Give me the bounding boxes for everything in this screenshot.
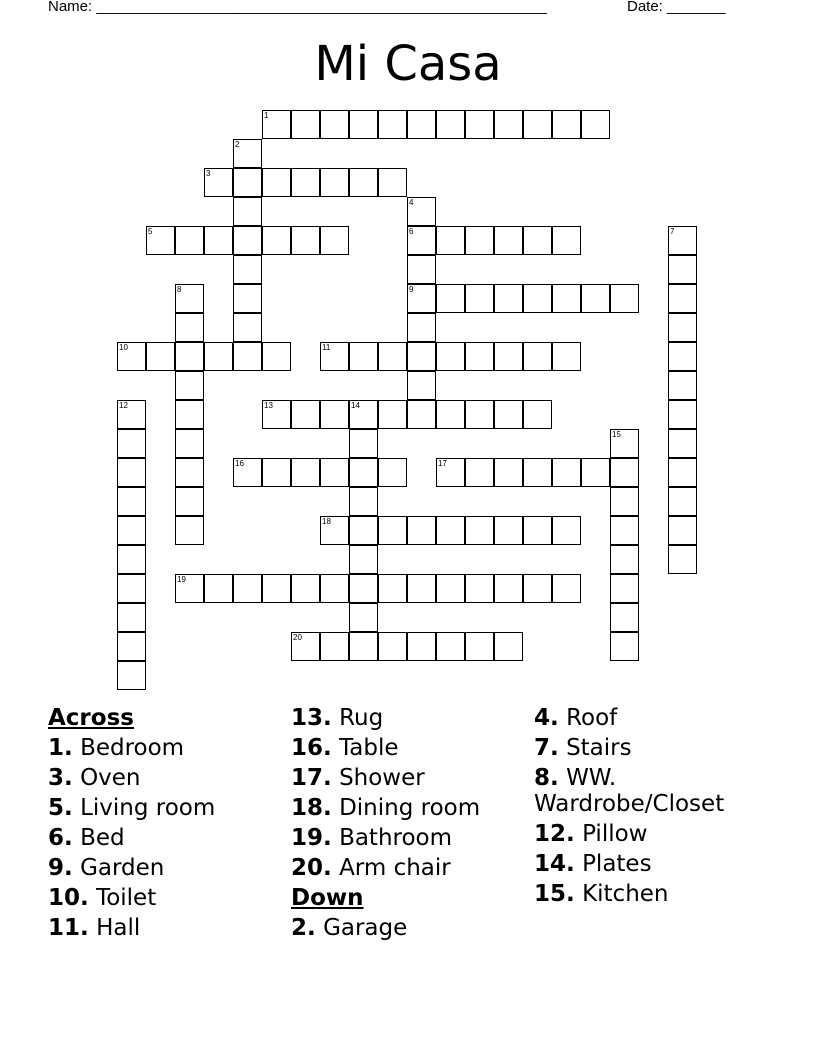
clue-across-20 bbox=[291, 853, 480, 883]
clue-across-11 bbox=[48, 913, 215, 943]
clue-text: Bed bbox=[80, 825, 125, 851]
crossword-cell[interactable] bbox=[175, 487, 204, 516]
crossword-cell[interactable] bbox=[523, 574, 552, 603]
clue-number-label: 14 bbox=[351, 401, 360, 410]
crossword-cell[interactable] bbox=[436, 284, 465, 313]
crossword-cell[interactable] bbox=[349, 168, 378, 197]
crossword-cell[interactable] bbox=[407, 313, 436, 342]
clue-text: Arm chair bbox=[339, 855, 451, 881]
crossword-cell[interactable] bbox=[320, 226, 349, 255]
clue-down-15 bbox=[534, 879, 724, 909]
crossword-cell[interactable] bbox=[117, 487, 146, 516]
crossword-cell[interactable] bbox=[204, 574, 233, 603]
crossword-cell[interactable] bbox=[436, 400, 465, 429]
clue-number-label: 17 bbox=[438, 459, 447, 468]
crossword-cell[interactable] bbox=[436, 516, 465, 545]
crossword-cell[interactable] bbox=[465, 574, 494, 603]
crossword-cell[interactable] bbox=[523, 458, 552, 487]
clue-text: Garage bbox=[323, 915, 408, 941]
clue-across-9 bbox=[48, 853, 215, 883]
clue-number: 6. bbox=[48, 825, 73, 851]
crossword-cell[interactable] bbox=[233, 342, 262, 371]
crossword-cell[interactable] bbox=[175, 371, 204, 400]
crossword-cell[interactable] bbox=[465, 110, 494, 139]
clue-number: 16. bbox=[291, 735, 332, 761]
crossword-cell[interactable] bbox=[552, 284, 581, 313]
crossword-cell[interactable] bbox=[436, 342, 465, 371]
clue-across-3 bbox=[48, 763, 215, 793]
clue-number: 4. bbox=[534, 705, 559, 731]
crossword-cell[interactable] bbox=[175, 226, 204, 255]
crossword-cell[interactable] bbox=[175, 400, 204, 429]
clue-down-7 bbox=[534, 733, 724, 763]
crossword-cell[interactable] bbox=[407, 400, 436, 429]
clue-number-label: 10 bbox=[119, 343, 128, 352]
crossword-cell[interactable] bbox=[523, 400, 552, 429]
clue-number-label: 15 bbox=[612, 430, 621, 439]
crossword-cell[interactable] bbox=[668, 284, 697, 313]
crossword-cell[interactable] bbox=[378, 168, 407, 197]
crossword-cell[interactable] bbox=[378, 632, 407, 661]
crossword-cell[interactable] bbox=[117, 429, 146, 458]
clue-across-18 bbox=[291, 793, 480, 823]
crossword-cell[interactable] bbox=[552, 226, 581, 255]
crossword-cell[interactable] bbox=[407, 342, 436, 371]
clue-number-label: 12 bbox=[119, 401, 128, 410]
crossword-cell[interactable] bbox=[117, 516, 146, 545]
crossword-cell[interactable] bbox=[175, 313, 204, 342]
crossword-cell[interactable] bbox=[291, 574, 320, 603]
crossword-cell[interactable] bbox=[668, 255, 697, 284]
crossword-cell[interactable] bbox=[523, 226, 552, 255]
clue-text: Shower bbox=[339, 765, 425, 791]
crossword-cell[interactable] bbox=[407, 632, 436, 661]
clue-number-label: 18 bbox=[322, 517, 331, 526]
crossword-cell[interactable] bbox=[523, 110, 552, 139]
clue-number: 2. bbox=[291, 915, 316, 941]
clue-down-14 bbox=[534, 849, 724, 879]
clue-text: Living room bbox=[80, 795, 216, 821]
clue-number: 18. bbox=[291, 795, 332, 821]
crossword-cell[interactable] bbox=[668, 487, 697, 516]
crossword-cell[interactable] bbox=[668, 313, 697, 342]
clue-text: Oven bbox=[80, 765, 141, 791]
crossword-cell[interactable] bbox=[320, 400, 349, 429]
clue-across-1 bbox=[48, 733, 215, 763]
crossword-cell[interactable] bbox=[436, 226, 465, 255]
crossword-cell[interactable] bbox=[378, 574, 407, 603]
crossword-cell[interactable] bbox=[552, 342, 581, 371]
crossword-cell[interactable] bbox=[291, 110, 320, 139]
crossword-cell[interactable] bbox=[117, 545, 146, 574]
crossword-cell[interactable] bbox=[668, 545, 697, 574]
crossword-cell[interactable] bbox=[610, 632, 639, 661]
clues-column-2 bbox=[291, 703, 480, 943]
crossword-cell[interactable] bbox=[494, 342, 523, 371]
clue-number: 1. bbox=[48, 735, 73, 761]
clue-across-17 bbox=[291, 763, 480, 793]
clue-across-10 bbox=[48, 883, 215, 913]
down-heading: Down bbox=[291, 885, 364, 911]
clue-across-16 bbox=[291, 733, 480, 763]
crossword-cell[interactable] bbox=[349, 574, 378, 603]
crossword-cell[interactable] bbox=[175, 516, 204, 545]
crossword-cell[interactable] bbox=[610, 284, 639, 313]
crossword-cell[interactable] bbox=[262, 226, 291, 255]
crossword-cell[interactable] bbox=[610, 603, 639, 632]
crossword-cell[interactable] bbox=[320, 458, 349, 487]
crossword-cell[interactable] bbox=[291, 400, 320, 429]
crossword-cell[interactable] bbox=[407, 371, 436, 400]
crossword-cell[interactable] bbox=[436, 632, 465, 661]
crossword-cell[interactable] bbox=[436, 574, 465, 603]
crossword-cell[interactable] bbox=[233, 284, 262, 313]
clue-number: 8. bbox=[534, 765, 559, 791]
crossword-cell[interactable] bbox=[494, 226, 523, 255]
clue-number: 7. bbox=[534, 735, 559, 761]
crossword-cell[interactable] bbox=[610, 487, 639, 516]
crossword-cell[interactable] bbox=[233, 313, 262, 342]
crossword-cell[interactable] bbox=[233, 574, 262, 603]
crossword-cell[interactable] bbox=[436, 110, 465, 139]
clue-number-label: 2 bbox=[235, 140, 240, 149]
crossword-cell[interactable] bbox=[349, 516, 378, 545]
clue-text: Bathroom bbox=[339, 825, 453, 851]
crossword-cell[interactable] bbox=[349, 458, 378, 487]
clue-number: 11. bbox=[48, 915, 89, 941]
clue-text: WW. bbox=[566, 765, 617, 791]
crossword-cell[interactable] bbox=[494, 632, 523, 661]
clue-text: Garden bbox=[80, 855, 165, 881]
crossword-cell[interactable] bbox=[378, 516, 407, 545]
crossword-cell[interactable] bbox=[581, 110, 610, 139]
clue-text: Plates bbox=[582, 851, 652, 877]
name-field-label: Name: ______________________________________________________ bbox=[48, 0, 547, 15]
crossword-cell[interactable] bbox=[320, 632, 349, 661]
clue-across-13 bbox=[291, 703, 480, 733]
crossword-cell[interactable] bbox=[349, 632, 378, 661]
crossword-cell[interactable] bbox=[407, 574, 436, 603]
clue-across-6 bbox=[48, 823, 215, 853]
clue-number-label: 8 bbox=[177, 285, 182, 294]
clue-number-label: 11 bbox=[322, 343, 331, 352]
crossword-cell[interactable] bbox=[262, 168, 291, 197]
crossword-cell[interactable] bbox=[407, 255, 436, 284]
crossword-cell[interactable] bbox=[494, 400, 523, 429]
crossword-cell[interactable] bbox=[378, 458, 407, 487]
crossword-cell[interactable] bbox=[581, 458, 610, 487]
crossword-cell[interactable] bbox=[552, 110, 581, 139]
crossword-cell[interactable] bbox=[320, 168, 349, 197]
clue-number: 17. bbox=[291, 765, 332, 791]
crossword-cell[interactable] bbox=[668, 400, 697, 429]
across-heading: Across bbox=[48, 705, 134, 731]
clue-down-4 bbox=[534, 703, 724, 733]
crossword-cell[interactable] bbox=[465, 284, 494, 313]
clue-number: 13. bbox=[291, 705, 332, 731]
crossword-cell[interactable] bbox=[349, 342, 378, 371]
crossword-cell[interactable] bbox=[262, 574, 291, 603]
crossword-cell[interactable] bbox=[291, 168, 320, 197]
clues-column-3 bbox=[534, 703, 724, 909]
crossword-cell[interactable] bbox=[233, 168, 262, 197]
clue-number: 20. bbox=[291, 855, 332, 881]
crossword-cell[interactable] bbox=[233, 255, 262, 284]
crossword-cell[interactable] bbox=[233, 197, 262, 226]
crossword-cell[interactable] bbox=[407, 110, 436, 139]
crossword-cell[interactable] bbox=[552, 458, 581, 487]
crossword-cell[interactable] bbox=[117, 458, 146, 487]
crossword-cell[interactable] bbox=[552, 574, 581, 603]
crossword-cell[interactable] bbox=[204, 342, 233, 371]
clue-number-label: 13 bbox=[264, 401, 273, 410]
crossword-cell[interactable] bbox=[610, 545, 639, 574]
crossword-cell[interactable] bbox=[378, 110, 407, 139]
clue-text: Toilet bbox=[96, 885, 157, 911]
crossword-cell[interactable] bbox=[494, 574, 523, 603]
clue-number: 10. bbox=[48, 885, 89, 911]
clue-text: Kitchen bbox=[582, 881, 669, 907]
crossword-cell[interactable] bbox=[465, 516, 494, 545]
crossword-cell[interactable] bbox=[349, 110, 378, 139]
clue-number: 9. bbox=[48, 855, 73, 881]
clue-number-label: 20 bbox=[293, 633, 302, 642]
clue-down-12 bbox=[534, 819, 724, 849]
crossword-cell[interactable] bbox=[291, 226, 320, 255]
clue-number: 3. bbox=[48, 765, 73, 791]
clue-number-label: 4 bbox=[409, 198, 414, 207]
crossword-cell[interactable] bbox=[262, 458, 291, 487]
crossword-cell[interactable] bbox=[320, 110, 349, 139]
clue-text: Roof bbox=[566, 705, 618, 731]
crossword-cell[interactable] bbox=[610, 574, 639, 603]
clue-text: Table bbox=[339, 735, 399, 761]
page-title: Mi Casa bbox=[314, 36, 502, 92]
clue-number-label: 9 bbox=[409, 285, 414, 294]
crossword-cell[interactable] bbox=[465, 342, 494, 371]
clue-number-label: 7 bbox=[670, 227, 675, 236]
crossword-cell[interactable] bbox=[146, 342, 175, 371]
clue-number-label: 16 bbox=[235, 459, 244, 468]
crossword-cell[interactable] bbox=[233, 226, 262, 255]
crossword-cell[interactable] bbox=[349, 603, 378, 632]
date-field-label: Date: _______ bbox=[627, 0, 726, 15]
clue-down-8-continued bbox=[534, 789, 724, 819]
crossword-cell[interactable] bbox=[610, 458, 639, 487]
clue-number: 15. bbox=[534, 881, 575, 907]
clue-text: Bedroom bbox=[80, 735, 185, 761]
clue-text: Wardrobe/Closet bbox=[534, 791, 725, 817]
crossword-cell[interactable] bbox=[668, 516, 697, 545]
crossword-cell[interactable] bbox=[494, 284, 523, 313]
crossword-cell[interactable] bbox=[204, 226, 233, 255]
clue-number-label: 5 bbox=[148, 227, 153, 236]
clue-across-5 bbox=[48, 793, 215, 823]
clues-column-1 bbox=[48, 703, 215, 943]
clue-number: 5. bbox=[48, 795, 73, 821]
crossword-cell[interactable] bbox=[668, 371, 697, 400]
crossword-cell[interactable] bbox=[494, 110, 523, 139]
clue-number: 14. bbox=[534, 851, 575, 877]
crossword-cell[interactable] bbox=[175, 429, 204, 458]
crossword-cell[interactable] bbox=[552, 516, 581, 545]
crossword-cell[interactable] bbox=[523, 342, 552, 371]
crossword-cell[interactable] bbox=[117, 603, 146, 632]
crossword-cell[interactable] bbox=[291, 458, 320, 487]
crossword-cell[interactable] bbox=[117, 574, 146, 603]
crossword-cell[interactable] bbox=[349, 429, 378, 458]
crossword-cell[interactable] bbox=[378, 342, 407, 371]
clue-text: Hall bbox=[96, 915, 141, 941]
clue-down-2 bbox=[291, 913, 480, 943]
clue-number: 19. bbox=[291, 825, 332, 851]
crossword-cell[interactable] bbox=[465, 458, 494, 487]
clue-text: Dining room bbox=[339, 795, 481, 821]
clue-number-label: 1 bbox=[264, 111, 269, 120]
clue-text: Stairs bbox=[566, 735, 632, 761]
crossword-cell[interactable] bbox=[494, 458, 523, 487]
crossword-cell[interactable] bbox=[465, 632, 494, 661]
crossword-cell[interactable] bbox=[610, 516, 639, 545]
crossword-cell[interactable] bbox=[349, 545, 378, 574]
crossword-cell[interactable] bbox=[378, 400, 407, 429]
crossword-cell[interactable] bbox=[465, 226, 494, 255]
crossword-cell[interactable] bbox=[523, 284, 552, 313]
crossword-cell[interactable] bbox=[262, 342, 291, 371]
crossword-cell[interactable] bbox=[320, 574, 349, 603]
crossword-cell[interactable] bbox=[117, 632, 146, 661]
clue-across-19 bbox=[291, 823, 480, 853]
crossword-cell[interactable] bbox=[465, 400, 494, 429]
crossword-cell[interactable] bbox=[668, 429, 697, 458]
clue-number-label: 6 bbox=[409, 227, 414, 236]
crossword-cell[interactable] bbox=[494, 516, 523, 545]
crossword-cell[interactable] bbox=[175, 342, 204, 371]
clue-text: Rug bbox=[339, 705, 384, 731]
crossword-cell[interactable] bbox=[668, 458, 697, 487]
crossword-cell[interactable] bbox=[175, 458, 204, 487]
crossword-cell[interactable] bbox=[407, 516, 436, 545]
crossword-cell[interactable] bbox=[117, 661, 146, 690]
crossword-cell[interactable] bbox=[349, 487, 378, 516]
crossword-cell[interactable] bbox=[523, 516, 552, 545]
clue-number-label: 19 bbox=[177, 575, 186, 584]
clue-text: Pillow bbox=[582, 821, 648, 847]
clue-number: 12. bbox=[534, 821, 575, 847]
clue-number-label: 3 bbox=[206, 169, 211, 178]
crossword-cell[interactable] bbox=[581, 284, 610, 313]
crossword-cell[interactable] bbox=[668, 342, 697, 371]
